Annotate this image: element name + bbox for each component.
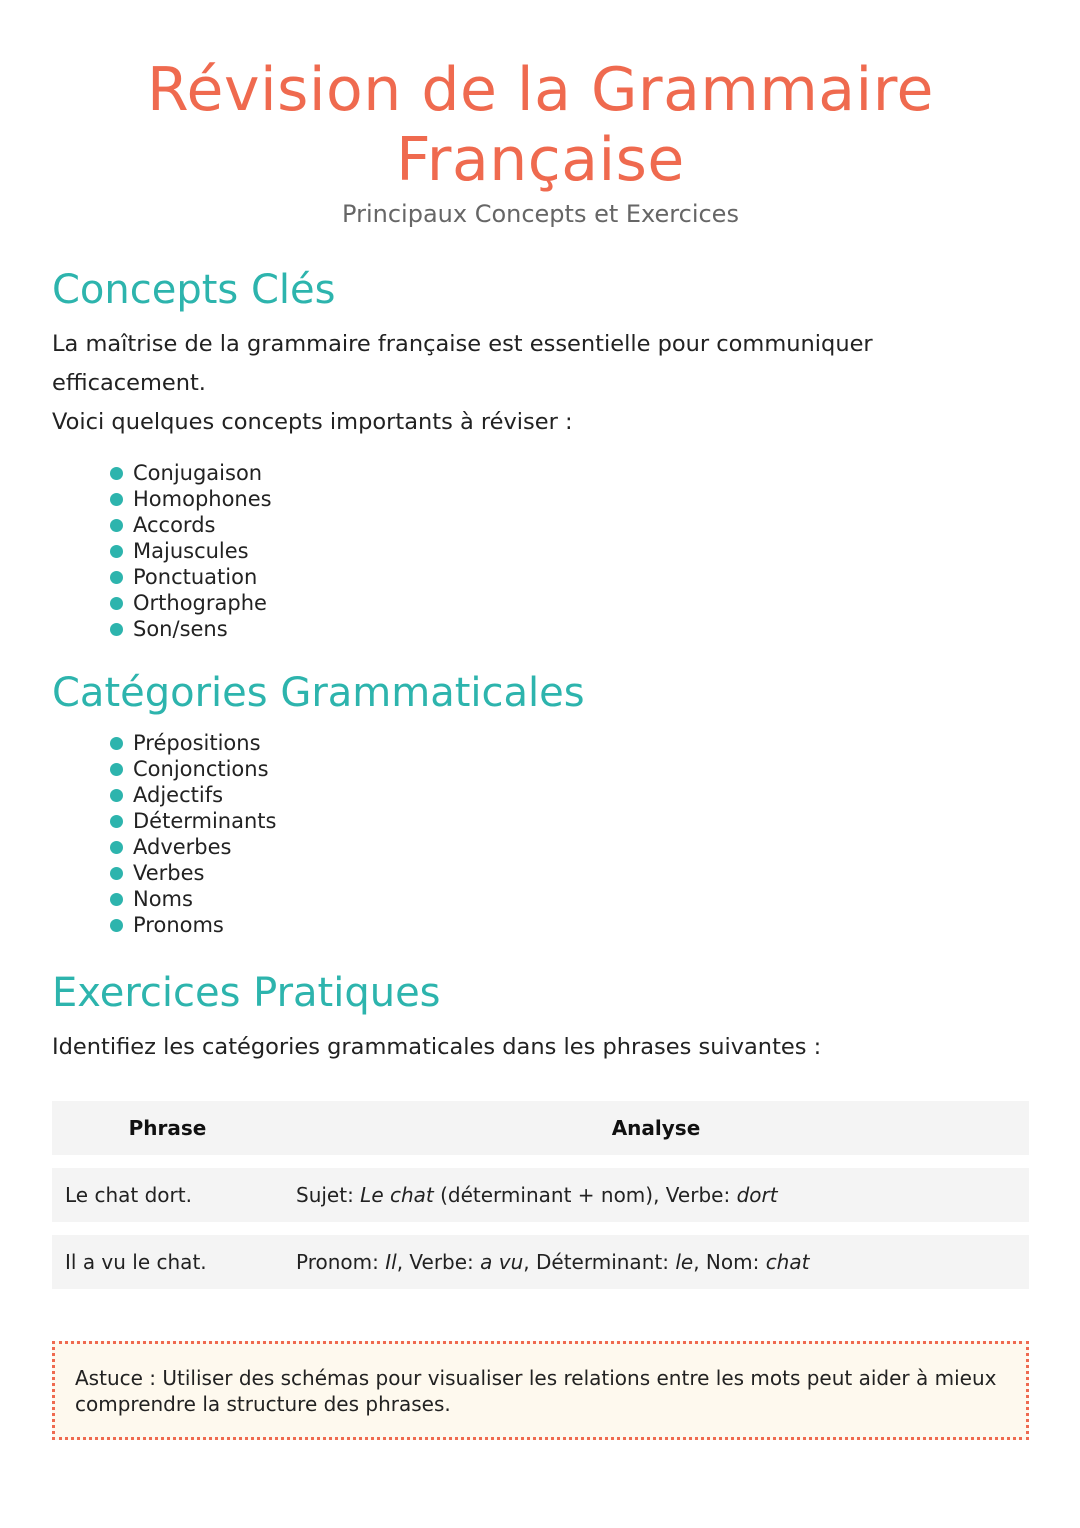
phrase-cell: Le chat dort. — [52, 1168, 283, 1222]
tip-box — [52, 1341, 1029, 1440]
analysis-text: , Déterminant: — [523, 1250, 676, 1274]
list-item: Majuscules — [110, 538, 1029, 564]
analysis-term: chat — [765, 1250, 810, 1274]
table-row — [52, 1168, 1029, 1222]
list-item: Conjugaison — [110, 460, 1029, 486]
list-item: Adjectifs — [110, 782, 1029, 808]
analysis-term: Il — [385, 1250, 397, 1274]
analysis-text: (déterminant + nom), Verbe: — [433, 1183, 737, 1207]
list-item: Prépositions — [110, 730, 1029, 756]
list-item: Verbes — [110, 860, 1029, 886]
concepts-intro-line1: La maîtrise de la grammaire française est essentielle pour communiquer efficacement. — [52, 331, 873, 396]
analysis-term: a vu — [480, 1250, 524, 1274]
list-item: Accords — [110, 512, 1029, 538]
concepts-intro-line2: Voici quelques concepts importants à réviser : — [52, 409, 573, 435]
list-item: Homophones — [110, 486, 1029, 512]
analysis-term: Le chat — [360, 1183, 434, 1207]
page-title-line1: Révision de la Grammaire — [147, 55, 934, 125]
analysis-term: dort — [736, 1183, 778, 1207]
tip-text-line2: comprendre la structure des phrases. — [75, 1392, 451, 1416]
list-item: Ponctuation — [110, 564, 1029, 590]
list-item: Orthographe — [110, 590, 1029, 616]
exercises-instruction: Identifiez les catégories grammaticales dans les phrases suivantes : — [52, 1034, 822, 1060]
table-row — [52, 1235, 1029, 1289]
analysis-text: Sujet: — [296, 1183, 361, 1207]
analysis-text: , Verbe: — [396, 1250, 481, 1274]
column-header-phrase: Phrase — [52, 1101, 283, 1155]
categories-list — [52, 730, 1029, 938]
phrase-cell: Il a vu le chat. — [52, 1235, 283, 1289]
categories-heading: Catégories Grammaticales — [52, 670, 585, 716]
concepts-intro — [52, 325, 1029, 442]
page-title — [52, 55, 1029, 195]
page-subtitle: Principaux Concepts et Exercices — [342, 200, 739, 228]
list-item: Noms — [110, 886, 1029, 912]
list-item: Adverbes — [110, 834, 1029, 860]
exercises-table — [52, 1088, 1029, 1302]
tip-text-line1: Astuce : Utiliser des schémas pour visualiser les relations entre les mots peut aider à mieux — [75, 1366, 997, 1390]
column-header-analyse: Analyse — [283, 1101, 1029, 1155]
list-item: Déterminants — [110, 808, 1029, 834]
list-item: Conjonctions — [110, 756, 1029, 782]
list-item: Son/sens — [110, 616, 1029, 642]
page-title-line2: Française — [396, 125, 685, 195]
document-page — [52, 0, 1029, 1440]
analysis-cell — [283, 1168, 1029, 1222]
analysis-text: Pronom: — [296, 1250, 386, 1274]
concepts-list — [52, 460, 1029, 642]
analysis-text: , Nom: — [693, 1250, 766, 1274]
list-item: Pronoms — [110, 912, 1029, 938]
table-header-row — [52, 1101, 1029, 1155]
analysis-term: le — [675, 1250, 694, 1274]
exercises-heading: Exercices Pratiques — [52, 970, 441, 1016]
concepts-heading: Concepts Clés — [52, 267, 336, 313]
analysis-cell — [283, 1235, 1029, 1289]
